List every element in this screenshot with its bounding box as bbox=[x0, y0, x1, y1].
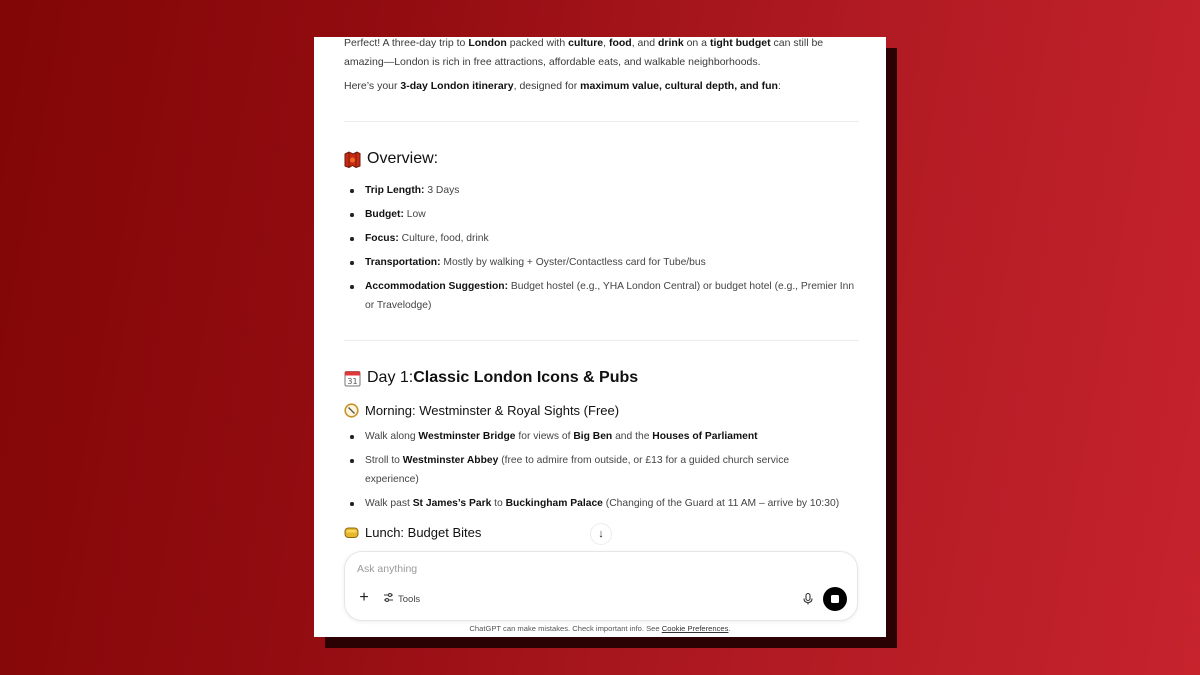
list-item: Stroll to Westminster Abbey (free to admire from outside, or £13 for a guided church service experience) bbox=[344, 451, 825, 489]
list-item: Transportation: Mostly by walking + Oyster/Contactless card for Tube/bus bbox=[344, 253, 859, 272]
morning-title: Morning: Westminster & Royal Sights (Free) bbox=[365, 403, 620, 418]
tools-button[interactable] bbox=[383, 592, 420, 606]
morning-list bbox=[344, 427, 859, 518]
microphone-icon bbox=[801, 592, 815, 606]
divider bbox=[344, 340, 859, 341]
list-item: Walk along Westminster Bridge for views of Big Ben and the Houses of Parliament bbox=[344, 427, 859, 446]
microphone-button[interactable] bbox=[801, 592, 815, 606]
stop-generating-button[interactable] bbox=[823, 587, 847, 611]
disclaimer-text: ChatGPT can make mistakes. Check important info. See bbox=[469, 624, 662, 633]
prompt-input[interactable] bbox=[357, 563, 777, 575]
overview-list bbox=[344, 181, 859, 320]
arrow-down-icon: ↓ bbox=[598, 528, 604, 540]
list-item: Accommodation Suggestion: Budget hostel (e.g., YHA London Central) or budget hotel (e.g., Premier Inn or Travelodge) bbox=[344, 277, 865, 315]
disclaimer: ChatGPT can make mistakes. Check important info. See Cookie Preferences. bbox=[469, 624, 731, 633]
list-item: Budget: Low bbox=[344, 205, 859, 224]
list-item: Walk past St James’s Park to Buckingham Palace (Changing of the Guard at 11 AM – arrive by 10:30) bbox=[344, 494, 859, 513]
svg-text:31: 31 bbox=[347, 376, 358, 386]
day1-prefix: Day 1: bbox=[367, 369, 414, 386]
divider bbox=[344, 121, 859, 122]
plus-icon: + bbox=[359, 589, 369, 606]
chat-window bbox=[314, 37, 886, 637]
morning-heading bbox=[344, 403, 619, 418]
lunch-title: Lunch: Budget Bites bbox=[365, 525, 482, 540]
lunch-heading bbox=[344, 525, 481, 540]
sliders-icon bbox=[383, 592, 394, 606]
day1-heading bbox=[344, 369, 638, 387]
overview-heading bbox=[344, 150, 438, 168]
overview-title: Overview: bbox=[367, 150, 439, 167]
composer bbox=[344, 551, 858, 621]
scroll-down-button[interactable] bbox=[590, 523, 612, 545]
day1-title: Classic London Icons & Pubs bbox=[413, 369, 639, 386]
cookie-preferences-link[interactable]: Cookie Preferences bbox=[661, 624, 729, 633]
food-icon bbox=[344, 525, 359, 540]
tools-label: Tools bbox=[398, 593, 421, 605]
intro-paragraph: Perfect! A three-day trip to London packed with culture, food, and drink on a tight budget can still be amazing—London is rich in free attractions, affordable eats, and walkable neighborhoods. bbox=[344, 37, 824, 68]
map-icon bbox=[344, 151, 361, 168]
calendar-icon bbox=[344, 370, 361, 387]
compass-icon bbox=[344, 403, 359, 418]
add-attachment-button[interactable] bbox=[357, 591, 371, 605]
list-item: Trip Length: 3 Days bbox=[344, 181, 859, 200]
lead-paragraph: Here’s your 3-day London itinerary, designed for maximum value, cultural depth, and fun: bbox=[344, 80, 781, 92]
list-item: Focus: Culture, food, drink bbox=[344, 229, 859, 248]
stop-icon bbox=[831, 595, 839, 603]
